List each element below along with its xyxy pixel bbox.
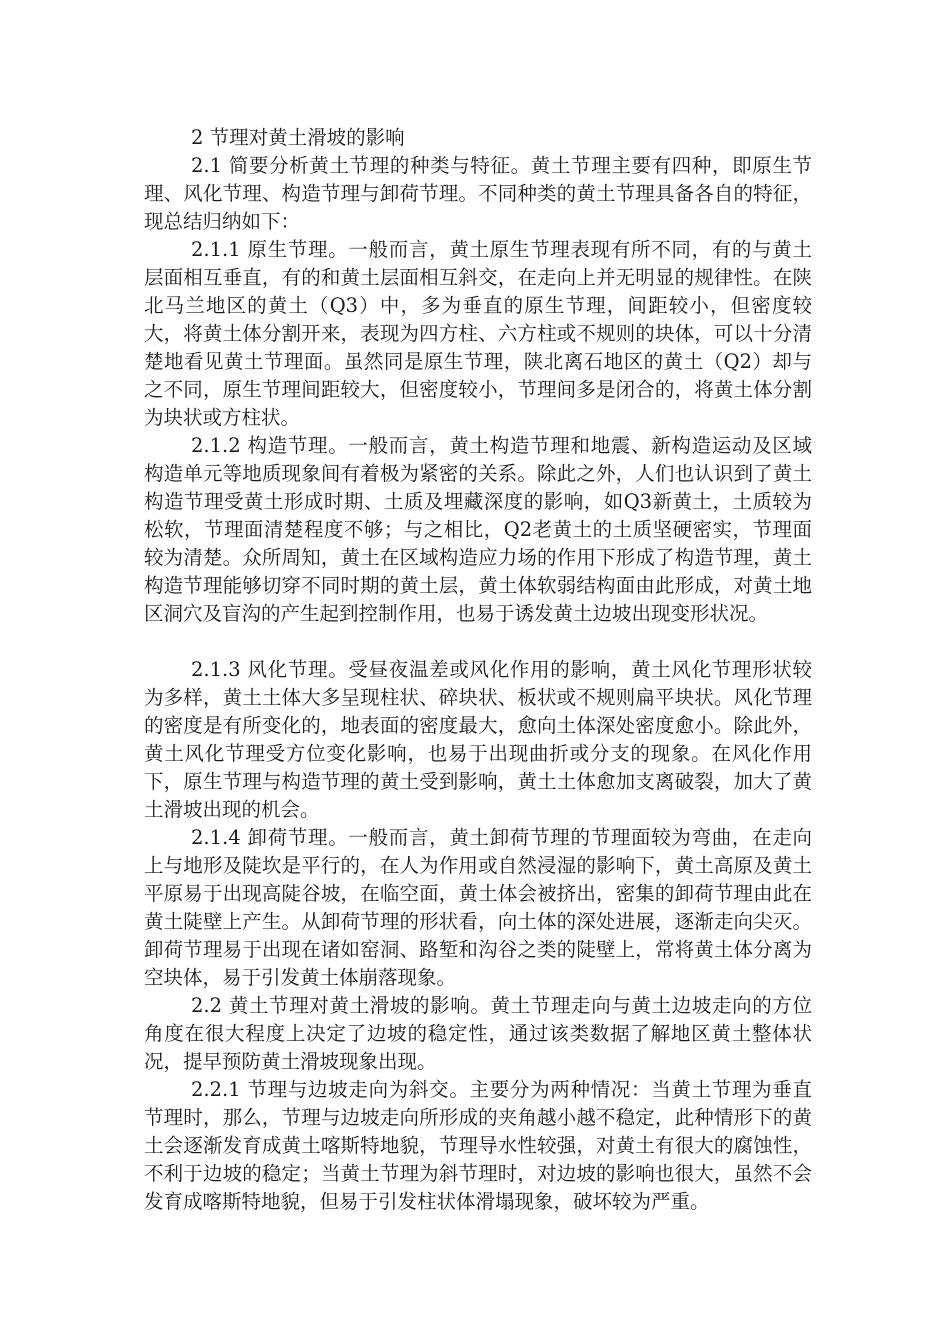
document-page — [144, 124, 812, 1216]
section-heading: 2 节理对黄土滑坡的影响 — [191, 126, 405, 149]
paragraph-2-1-1: 2.1.1 原生节理。一般而言，黄土原生节理表现有所不同，有的与黄土层面相互垂直，有的和黄土层面相互斜交，在走向上并无明显的规律性。在陕北马兰地区的黄土（Q3）中，多为垂直的原生节理，间距较小，但密度较大，将黄土体分割开来，表现为四方柱、六方柱或不规则的块体，可以十分清楚地看见黄土节理面。虽然同是原生节理，陕北离石地区的黄土（Q2）却与之不同，原生节理间距较大，但密度较小，节理间多是闭合的，将黄土体分割为块状或方柱状。 — [144, 238, 812, 429]
paragraph-2-1: 2.1 简要分析黄土节理的种类与特征。黄土节理主要有四种，即原生节理、风化节理、构造节理与卸荷节理。不同种类的黄土节理具备各自的特征，现总结归纳如下： — [144, 154, 812, 233]
paragraph-2-2-1: 2.2.1 节理与边坡走向为斜交。主要分为两种情况：当黄土节理为垂直节理时，那么，节理与边坡走向所形成的夹角越小越不稳定，此种情形下的黄土会逐渐发育成黄土喀斯特地貌，节理导水性较强，对黄土有很大的腐蚀性，不利于边坡的稳定；当黄土节理为斜节理时，对边坡的影响也很大，虽然不会发育成喀斯特地貌，但易于引发柱状体滑塌现象，破坏较为严重。 — [144, 1078, 812, 1213]
paragraph-2-1-4: 2.1.4 卸荷节理。一般而言，黄土卸荷节理的节理面较为弯曲，在走向上与地形及陡坎是平行的，在人为作用或自然浸湿的影响下，黄土高原及黄土平原易于出现高陡谷坡，在临空面，黄土体会被挤出，密集的卸荷节理由此在黄土陡壁上产生。从卸荷节理的形状看，向土体的深处进展，逐渐走向尖灭。卸荷节理易于出现在诸如窑洞、路堑和沟谷之类的陡壁上，常将黄土体分离为空块体，易于引发黄土体崩落现象。 — [144, 826, 812, 989]
paragraph-2-1-3: 2.1.3 风化节理。受昼夜温差或风化作用的影响，黄土风化节理形状较为多样，黄土土体大多呈现柱状、碎块状、板状或不规则扁平块状。风化节理的密度是有所变化的，地表面的密度最大，愈向土体深处密度愈小。除此外，黄土风化节理受方位变化影响，也易于出现曲折或分支的现象。在风化作用下，原生节理与构造节理的黄土受到影响，黄土土体愈加支离破裂，加大了黄土滑坡出现的机会。 — [144, 658, 812, 821]
paragraph-2-2: 2.2 黄土节理对黄土滑坡的影响。黄土节理走向与黄土边坡走向的方位角度在很大程度上决定了边坡的稳定性，通过该类数据了解地区黄土整体状况，提早预防黄土滑坡现象出现。 — [144, 994, 812, 1073]
paragraph-2-1-2: 2.1.2 构造节理。一般而言，黄土构造节理和地震、新构造运动及区域构造单元等地质现象间有着极为紧密的关系。除此之外，人们也认识到了黄土构造节理受黄土形成时期、土质及埋藏深度的影响，如Q3新黄土，土质较为松软，节理面清楚程度不够；与之相比，Q2老黄土的土质坚硬密实，节理面较为清楚。众所周知，黄土在区域构造应力场的作用下形成了构造节理，黄土构造节理能够切穿不同时期的黄土层，黄土体软弱结构面由此形成，对黄土地区洞穴及盲沟的产生起到控制作用，也易于诱发黄土边坡出现变形状况。 — [144, 434, 812, 625]
